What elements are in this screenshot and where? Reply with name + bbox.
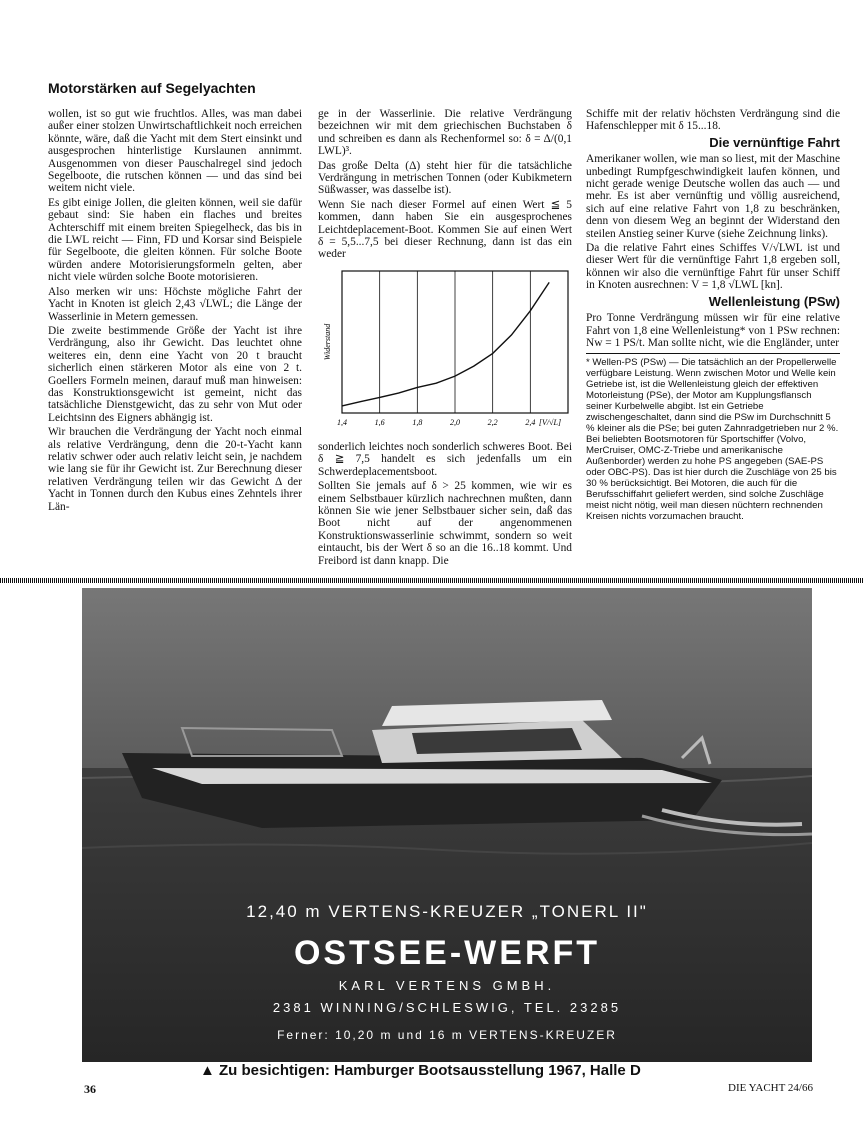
paragraph: Schiffe mit der relativ höchsten Verdrängung sind die Hafenschlepper mit δ 15...18.: [586, 108, 840, 133]
paragraph: sonderlich leichtes noch sonderlich schweres Boot. Bei δ ≧ 7,5 handelt es sich jedenfalls um ein Schwerdeplacementsboot.: [318, 440, 572, 478]
paragraph: Also merken wir uns: Höchste mögliche Fahrt der Yacht in Knoten ist gleich 2,43 √LWL; die Länge der Wasserlinie in Metern gemessen.: [48, 285, 302, 323]
text-column-3: [586, 108, 840, 522]
magazine-issue: DIE YACHT 24/66: [728, 1082, 813, 1094]
text-column-1: [48, 108, 302, 515]
article-headline: Motorstärken auf Segelyachten: [48, 80, 256, 96]
paragraph: ge in der Wasserlinie. Die relative Verdrängung bezeichnen wir mit dem griechischen Buchstaben δ und schreiben es dann als Rechenformel so: δ = Δ/(0,1 LWL)³.: [318, 108, 572, 158]
x-tick-label: 1,8: [412, 417, 423, 427]
ad-company-name: OSTSEE-WERFT: [293, 934, 601, 972]
x-tick-label: 2,0: [450, 417, 460, 427]
resistance-chart: [318, 265, 572, 435]
paragraph: Wir brauchen die Verdrängung der Yacht noch einmal als relative Verdrängung, denn die 20-t-Yacht kann relativ schwer oder auch relativ leicht sein, je nachdem wie lang sie für ihr Gewicht ist. Zur Berechnung dieser relativen Verdrängung teilen wir das Gewicht Δ der Yacht in Tonnen durch den Kubus eines Zehntels ihrer Län-: [48, 426, 302, 513]
divider-rule: [0, 578, 864, 583]
x-tick-label: 2,4: [525, 417, 536, 427]
x-axis-label: [V/√L]: [538, 417, 562, 427]
ad-address: 2381 WINNING/SCHLESWIG, TEL. 23285: [272, 1000, 622, 1015]
paragraph: Die zweite bestimmende Größe der Yacht ist ihre Verdrängung, also ihr Gewicht. Das leuchtet ohne weiteres ein, denn eine Yacht von 20 t braucht sicherlich einen stärkeren Motor als eine von 2 t. Goellers Formeln meinen, darauf muß man hinweisen: das Konstruktionsgewicht ist gemeint, nicht das tatsächliche Dienstgewicht, das zu sehr von Mut oder Leichtsinn des Eigners abhängig ist.: [48, 324, 302, 424]
paragraph: wollen, ist so gut wie fruchtlos. Alles, was man dabei außer einer stolzen Unwirtschaftlichkeit noch erreichen könnte, wäre, daß die Yacht mit dem Stert einsinkt und ausgesprochen hinterlistige Kurslaunen annimmt. Ausgenommen von dieser Pauschalregel sind jedoch Segelboote, die rutschen können — und das sind bei weitem nicht viele.: [48, 108, 302, 195]
resistance-chart-svg: [318, 265, 572, 435]
paragraph: Sollten Sie jemals auf δ > 25 kommen, wie wir es einem Selbstbauer kürzlich nachrechnen mußten, dann können Sie wie jener Selbstbauer sicher sein, daß das Boot nicht auf der angenommenen Konstruktionswasserlinie schwimmt, sondern so weit eintaucht, bis der Wert δ so an die 16..18 kommt. Und Freibord ist dann knapp. Die: [318, 480, 572, 567]
footnote: * Wellen-PS (PSw) — Die tatsächlich an der Propellerwelle verfügbare Leistung. Wenn zwischen Motor und Welle kein Getriebe ist, ist die Wellenleistung gleich der effektiven Motorleistung (PSe), der Motor am Kupplungsflansch seiner Kurbelwelle abgibt. Ist ein Getriebe zwischengeschaltet, dann sind die PSw im Durchschnitt 5 % kleiner als die PSe; bei guten Zahnradgetrieben nur 2 %. Bei beliebten Bootsmotoren für Sportschiffer (Volvo, MerCruiser, OMC-Z-Triebe und amerikanische Außenborder) werden zu hohe PS angegeben (SAE-PS oder OBC-PS). Das ist hier durch die Zuschläge von 25 bis 30 % berücksichtigt. Bei Motoren, die auch für die Berufsschiffahrt geliefert werden, sind solche Zuschläge meist nicht nötig, weil man diesen nüchtern rechnenden Kreisen nichts vorzumachen braucht.: [586, 353, 840, 522]
page-number: 36: [84, 1082, 96, 1096]
paragraph: Amerikaner wollen, wie man so liest, mit der Maschine unbedingt Rumpfgeschwindigkeit laufen können, und nicht gerade wenige Deutsche wollen das auch — und mehr. Es ist aber vernünftig und völlig ausreichend, sich auf eine relative Fahrt von 1,8 zu beschränken, denn von diesem Weg an beginnt der Widerstand den steilen Anstieg seiner Kurve (siehe Zeichnung links).: [586, 153, 840, 240]
paragraph: Pro Tonne Verdrängung müssen wir für eine relative Fahrt von 1,8 eine Wellenleistung* von 1 PSw rechnen: Nw = 1 PS/t. Man sollte nicht, wie die Engländer, unter: [586, 312, 840, 349]
advertisement-photo: [82, 588, 812, 1062]
ad-company-sub: KARL VERTENS GMBH.: [338, 978, 556, 993]
paragraph: Da die relative Fahrt eines Schiffes V/√LWL ist und dieser Wert für die vernünftige Fahrt 1,8 ergeben soll, können wir also die vernünftige Fahrt für unser Schiff in Knoten ausrechnen: V = 1,8 √LWL [kn].: [586, 242, 840, 292]
ad-model-line: 12,40 m VERTENS-KREUZER „TONERL II": [246, 902, 648, 921]
x-tick-label: 2,2: [487, 417, 498, 427]
exhibition-notice: ▲ Zu besichtigen: Hamburger Bootsausstellung 1967, Halle D: [200, 1062, 641, 1079]
subheading-fahrt: Die vernünftige Fahrt: [709, 134, 840, 150]
subheading-wellenleistung: Wellenleistung (PSw): [708, 293, 840, 309]
x-tick-label: 1,6: [374, 417, 385, 427]
x-tick-label: 1,4: [337, 417, 347, 427]
y-axis-label: Widerstand: [323, 323, 332, 361]
paragraph: Das große Delta (Δ) steht hier für die tatsächliche Verdrängung in metrischen Tonnen (oder Kubikmetern Süßwasser, was dasselbe ist).: [318, 159, 572, 197]
ad-also-line: Ferner: 10,20 m und 16 m VERTENS-KREUZER: [277, 1028, 617, 1042]
resistance-curve: [342, 282, 549, 406]
text-column-2: [318, 108, 572, 569]
paragraph: Wenn Sie nach dieser Formel auf einen Wert ≦ 5 kommen, dann haben Sie ein ausgesprochenes Leichtdeplacement-Boot. Kommen Sie auf einen Wert δ = 5,5...7,5 bei dieser Rechnung, dann ist das ein weder: [318, 198, 572, 261]
paragraph: Es gibt einige Jollen, die gleiten können, weil sie dafür gebaut sind: Sie haben ein flaches und breites Achterschiff mit einem breiten Spiegelheck, das bis in die LWL reicht — Finn, FD und Korsar sind Beispiele für Segelboote, die gleiten können. Für solche Boote würden andere Motorisierungsformeln gelten, aber nicht viele würden solche Boote motorisieren.: [48, 196, 302, 284]
